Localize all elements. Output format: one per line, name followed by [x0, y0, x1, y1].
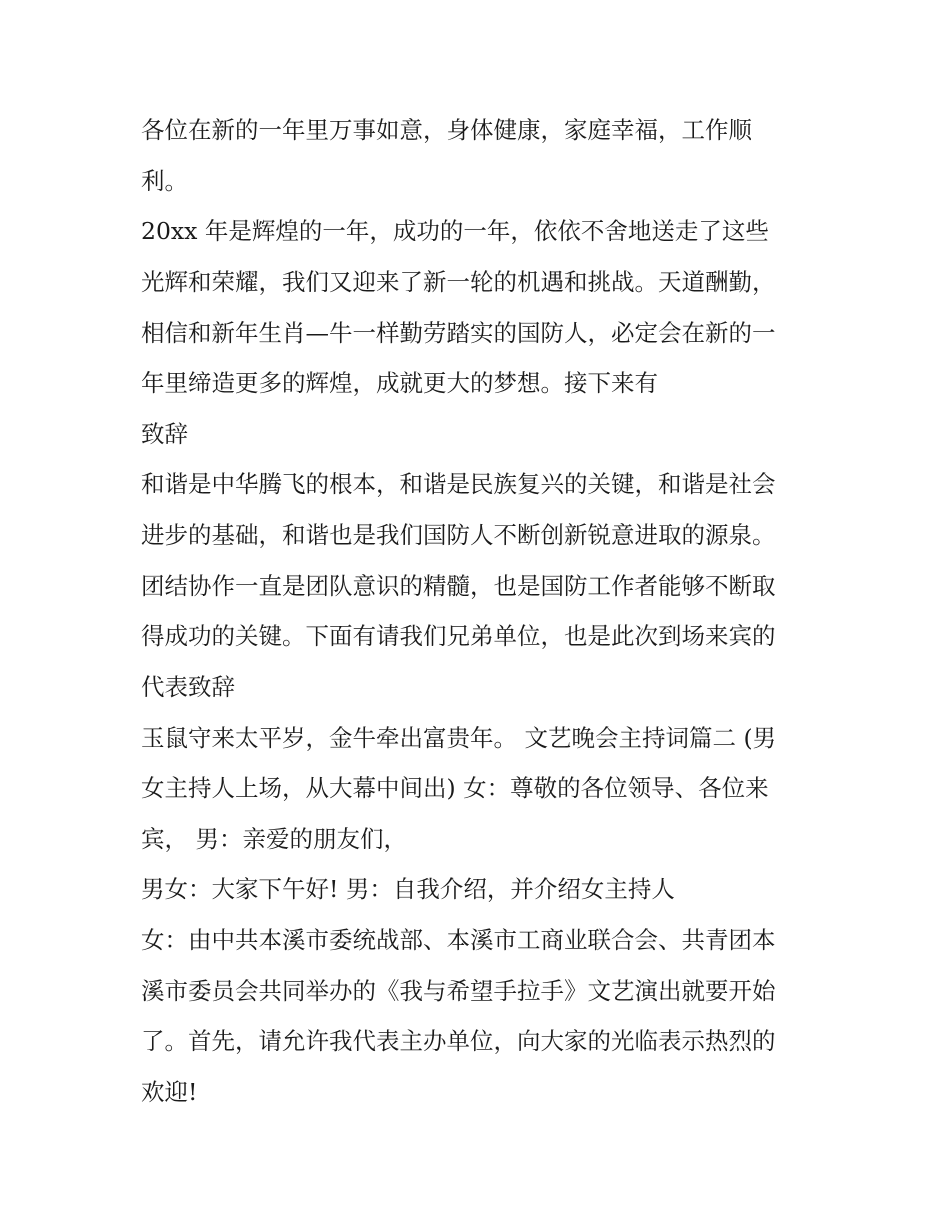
text-line: 团结协作一直是团队意识的精髓，也是国防工作者能够不断取 [141, 572, 776, 600]
text-line: 相信和新年生肖—牛一样勤劳踏实的国防人，必定会在新的一 [141, 319, 776, 347]
text-line: 和谐是中华腾飞的根本，和谐是民族复兴的关键，和谐是社会 [141, 470, 776, 498]
text-line: 玉鼠守来太平岁，金牛牵出富贵年。 文艺晚会主持词篇二 (男 [141, 724, 777, 752]
text-line: 各位在新的一年里万事如意，身体健康，家庭幸福，工作顺 [141, 116, 752, 144]
text-line: 进步的基础，和谐也是我们国防人不断创新锐意进取的源泉。 [141, 521, 776, 549]
text-line: 光辉和荣耀，我们又迎来了新一轮的机遇和挑战。天道酬勤， [141, 268, 776, 296]
text-line: 年里缔造更多的辉煌，成就更大的梦想。接下来有 [141, 369, 658, 397]
text-line: 致辞 [141, 420, 188, 448]
text-line: 利。 [141, 167, 188, 195]
text-line: 得成功的关键。下面有请我们兄弟单位，也是此次到场来宾的 [141, 622, 776, 650]
text-line: 了。首先，请允许我代表主办单位，向大家的光临表示热烈的 [141, 1027, 776, 1055]
text-line: 溪市委员会共同举办的《我与希望手拉手》文艺演出就要开始 [141, 977, 776, 1005]
text-line: 男女：大家下午好! 男：自我介绍，并介绍女主持人 [141, 875, 675, 903]
text-line: 宾， 男：亲爱的朋友们， [141, 825, 407, 853]
text-line: 20xx 年是辉煌的一年，成功的一年，依依不舍地送走了这些 [141, 217, 769, 245]
text-line: 欢迎! [141, 1078, 198, 1106]
text-line: 代表致辞 [141, 673, 235, 701]
text-line: 女主持人上场，从大幕中间出) 女：尊敬的各位领导、各位来 [141, 774, 769, 802]
text-line: 女：由中共本溪市委统战部、本溪市工商业联合会、共青团本 [141, 926, 776, 954]
